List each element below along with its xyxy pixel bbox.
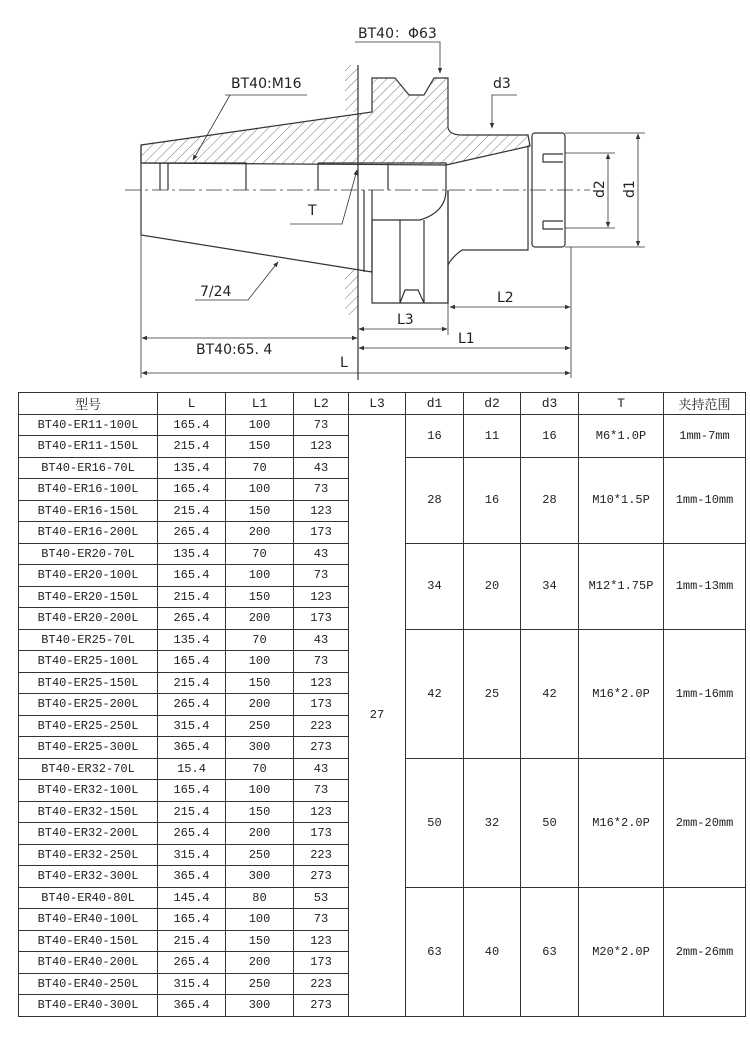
l1-cell: 200 <box>226 608 294 630</box>
l2-cell: 173 <box>294 608 349 630</box>
model-cell: BT40-ER16-150L <box>19 500 158 522</box>
l2-cell: 73 <box>294 565 349 587</box>
column-header: 型号 <box>19 393 158 415</box>
l2-cell: 223 <box>294 844 349 866</box>
l-cell: 165.4 <box>158 565 226 587</box>
l-cell: 215.4 <box>158 436 226 458</box>
column-header: T <box>579 393 664 415</box>
d2-cell: 32 <box>464 758 521 887</box>
model-cell: BT40-ER32-300L <box>19 866 158 888</box>
l2-cell: 123 <box>294 672 349 694</box>
label-taper: 7/24 <box>200 284 232 300</box>
model-cell: BT40-ER25-70L <box>19 629 158 651</box>
label-gauge-length: BT40:65. 4 <box>196 342 273 358</box>
label-flange-dia: BT40：Φ63 <box>358 26 437 42</box>
label-d1: d1 <box>622 180 638 198</box>
model-cell: BT40-ER32-200L <box>19 823 158 845</box>
l-cell: 15.4 <box>158 758 226 780</box>
model-cell: BT40-ER25-100L <box>19 651 158 673</box>
model-cell: BT40-ER16-70L <box>19 457 158 479</box>
l-cell: 215.4 <box>158 672 226 694</box>
d3-cell: 42 <box>521 629 579 758</box>
l2-cell: 43 <box>294 629 349 651</box>
l-cell: 215.4 <box>158 801 226 823</box>
label-pull-thread: BT40:M16 <box>231 76 302 92</box>
model-cell: BT40-ER40-150L <box>19 930 158 952</box>
l-cell: 315.4 <box>158 715 226 737</box>
model-cell: BT40-ER32-70L <box>19 758 158 780</box>
column-header: L1 <box>226 393 294 415</box>
tool-holder-drawing <box>0 0 750 385</box>
l2-cell: 223 <box>294 715 349 737</box>
l1-cell: 150 <box>226 930 294 952</box>
l-cell: 265.4 <box>158 522 226 544</box>
l2-cell: 273 <box>294 737 349 759</box>
d1-cell: 50 <box>406 758 464 887</box>
l2-cell: 73 <box>294 651 349 673</box>
column-header: L3 <box>349 393 406 415</box>
l1-cell: 70 <box>226 758 294 780</box>
clamping-range-cell: 1mm-7mm <box>664 414 746 457</box>
l-cell: 265.4 <box>158 694 226 716</box>
l-cell: 165.4 <box>158 414 226 436</box>
model-cell: BT40-ER32-150L <box>19 801 158 823</box>
l-cell: 265.4 <box>158 823 226 845</box>
d2-cell: 11 <box>464 414 521 457</box>
d2-cell: 25 <box>464 629 521 758</box>
l2-cell: 273 <box>294 995 349 1017</box>
l3-cell: 27 <box>349 414 406 1016</box>
l1-cell: 150 <box>226 500 294 522</box>
model-cell: BT40-ER20-200L <box>19 608 158 630</box>
l2-cell: 273 <box>294 866 349 888</box>
l1-cell: 150 <box>226 586 294 608</box>
model-cell: BT40-ER32-100L <box>19 780 158 802</box>
model-cell: BT40-ER40-300L <box>19 995 158 1017</box>
l2-cell: 53 <box>294 887 349 909</box>
l-cell: 165.4 <box>158 479 226 501</box>
model-cell: BT40-ER40-250L <box>19 973 158 995</box>
l1-cell: 150 <box>226 801 294 823</box>
label-l: L <box>340 355 348 371</box>
thread-cell: M6*1.0P <box>579 414 664 457</box>
model-cell: BT40-ER16-100L <box>19 479 158 501</box>
l1-cell: 100 <box>226 479 294 501</box>
spec-table <box>18 392 746 1017</box>
l-cell: 315.4 <box>158 844 226 866</box>
wall-top <box>345 65 358 112</box>
l1-cell: 300 <box>226 995 294 1017</box>
table-row <box>19 414 746 436</box>
clamping-range-cell: 1mm-10mm <box>664 457 746 543</box>
l1-cell: 150 <box>226 672 294 694</box>
l2-cell: 123 <box>294 500 349 522</box>
d3-cell: 28 <box>521 457 579 543</box>
d1-cell: 16 <box>406 414 464 457</box>
column-header: L2 <box>294 393 349 415</box>
clamping-range-cell: 2mm-26mm <box>664 887 746 1016</box>
l-cell: 265.4 <box>158 952 226 974</box>
l1-cell: 100 <box>226 565 294 587</box>
l1-cell: 70 <box>226 629 294 651</box>
l1-cell: 100 <box>226 909 294 931</box>
l-cell: 215.4 <box>158 930 226 952</box>
column-header: d2 <box>464 393 521 415</box>
table-header-row <box>19 393 746 415</box>
l1-cell: 80 <box>226 887 294 909</box>
column-header: d3 <box>521 393 579 415</box>
model-cell: BT40-ER25-150L <box>19 672 158 694</box>
label-l2: L2 <box>497 290 514 306</box>
l-cell: 315.4 <box>158 973 226 995</box>
l-cell: 165.4 <box>158 651 226 673</box>
model-cell: BT40-ER20-150L <box>19 586 158 608</box>
l2-cell: 173 <box>294 694 349 716</box>
l1-cell: 70 <box>226 457 294 479</box>
clamping-range-cell: 1mm-13mm <box>664 543 746 629</box>
model-cell: BT40-ER25-200L <box>19 694 158 716</box>
l-cell: 265.4 <box>158 608 226 630</box>
l2-cell: 43 <box>294 758 349 780</box>
l2-cell: 223 <box>294 973 349 995</box>
l2-cell: 43 <box>294 457 349 479</box>
l-cell: 165.4 <box>158 780 226 802</box>
l2-cell: 173 <box>294 522 349 544</box>
clamping-range-cell: 1mm-16mm <box>664 629 746 758</box>
l2-cell: 73 <box>294 780 349 802</box>
thread-cell: M16*2.0P <box>579 758 664 887</box>
l1-cell: 200 <box>226 522 294 544</box>
d1-cell: 28 <box>406 457 464 543</box>
l2-cell: 73 <box>294 414 349 436</box>
model-cell: BT40-ER40-80L <box>19 887 158 909</box>
l-cell: 365.4 <box>158 995 226 1017</box>
thread-cell: M16*2.0P <box>579 629 664 758</box>
d3-cell: 34 <box>521 543 579 629</box>
l1-cell: 250 <box>226 844 294 866</box>
l-cell: 135.4 <box>158 629 226 651</box>
column-header: d1 <box>406 393 464 415</box>
l2-cell: 123 <box>294 801 349 823</box>
model-cell: BT40-ER40-200L <box>19 952 158 974</box>
l-cell: 365.4 <box>158 866 226 888</box>
l2-cell: 43 <box>294 543 349 565</box>
l2-cell: 123 <box>294 930 349 952</box>
d3-cell: 63 <box>521 887 579 1016</box>
label-d2: d2 <box>592 180 608 198</box>
l1-cell: 70 <box>226 543 294 565</box>
d1-cell: 42 <box>406 629 464 758</box>
label-d3: d3 <box>493 76 511 92</box>
l-cell: 365.4 <box>158 737 226 759</box>
holder-section <box>141 78 530 165</box>
l-cell: 215.4 <box>158 586 226 608</box>
d2-cell: 20 <box>464 543 521 629</box>
l1-cell: 200 <box>226 952 294 974</box>
model-cell: BT40-ER20-70L <box>19 543 158 565</box>
l1-cell: 250 <box>226 973 294 995</box>
l1-cell: 100 <box>226 780 294 802</box>
model-cell: BT40-ER16-200L <box>19 522 158 544</box>
l1-cell: 100 <box>226 414 294 436</box>
d3-cell: 50 <box>521 758 579 887</box>
label-l1: L1 <box>458 331 475 347</box>
flange-lower <box>372 190 448 303</box>
thread-cell: M20*2.0P <box>579 887 664 1016</box>
d3-cell: 16 <box>521 414 579 457</box>
column-header: L <box>158 393 226 415</box>
l-cell: 135.4 <box>158 543 226 565</box>
thread-cell: M10*1.5P <box>579 457 664 543</box>
l1-cell: 100 <box>226 651 294 673</box>
d1-cell: 34 <box>406 543 464 629</box>
l2-cell: 73 <box>294 479 349 501</box>
l2-cell: 123 <box>294 586 349 608</box>
d2-cell: 40 <box>464 887 521 1016</box>
model-cell: BT40-ER32-250L <box>19 844 158 866</box>
l1-cell: 250 <box>226 715 294 737</box>
d2-cell: 16 <box>464 457 521 543</box>
d1-cell: 63 <box>406 887 464 1016</box>
thread-cell: M12*1.75P <box>579 543 664 629</box>
l2-cell: 73 <box>294 909 349 931</box>
model-cell: BT40-ER40-100L <box>19 909 158 931</box>
model-cell: BT40-ER25-250L <box>19 715 158 737</box>
l1-cell: 200 <box>226 694 294 716</box>
l-cell: 215.4 <box>158 500 226 522</box>
model-cell: BT40-ER11-150L <box>19 436 158 458</box>
label-l3: L3 <box>397 312 414 328</box>
l1-cell: 300 <box>226 737 294 759</box>
model-cell: BT40-ER25-300L <box>19 737 158 759</box>
model-cell: BT40-ER20-100L <box>19 565 158 587</box>
model-cell: BT40-ER11-100L <box>19 414 158 436</box>
l2-cell: 173 <box>294 952 349 974</box>
l1-cell: 150 <box>226 436 294 458</box>
l1-cell: 300 <box>226 866 294 888</box>
l1-cell: 200 <box>226 823 294 845</box>
column-header: 夹持范围 <box>664 393 746 415</box>
label-t: T <box>308 203 317 219</box>
l-cell: 135.4 <box>158 457 226 479</box>
wall-bottom <box>345 270 358 315</box>
clamping-range-cell: 2mm-20mm <box>664 758 746 887</box>
l2-cell: 173 <box>294 823 349 845</box>
l2-cell: 123 <box>294 436 349 458</box>
l-cell: 145.4 <box>158 887 226 909</box>
l-cell: 165.4 <box>158 909 226 931</box>
